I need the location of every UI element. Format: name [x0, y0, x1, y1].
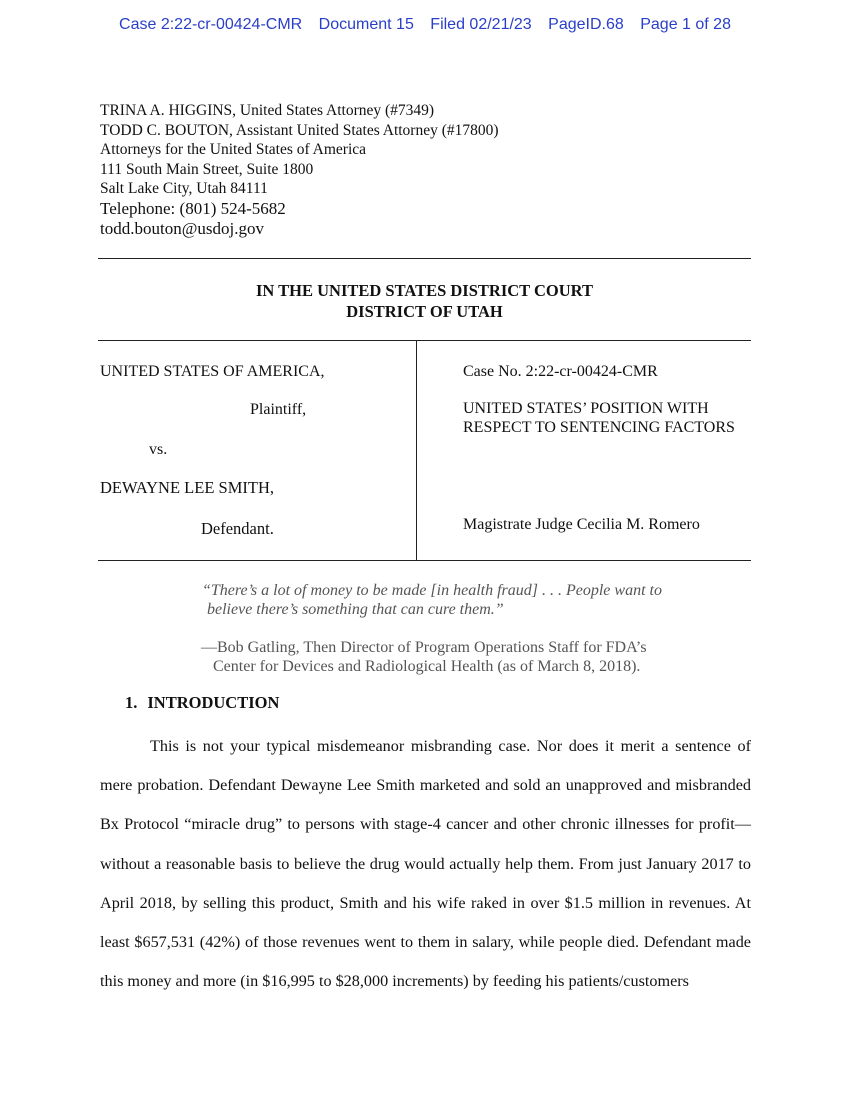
defendant-role: Defendant. — [201, 519, 274, 538]
attorney-email: todd.bouton@usdoj.gov — [100, 218, 264, 238]
attorney-block — [100, 101, 499, 239]
quote-line: believe there’s something that can cure them.” — [207, 601, 504, 618]
plaintiff-name: UNITED STATES OF AMERICA, — [100, 363, 325, 380]
stamp-filed-date: Filed 02/21/23 — [430, 16, 532, 33]
attorney-line: TODD C. BOUTON, Assistant United States Attorney (#17800) — [100, 121, 499, 139]
stamp-pageid: PageID.68 — [548, 16, 624, 33]
introduction-paragraph: This is not your typical misdemeanor misbranding case. Nor does it merit a sentence of mere probation. Defendant Dewayne Lee Smith marketed and sold an unapproved and misbranded Bx Protocol “miracle drug” to persons with stage-4 cancer and other chronic illnesses for profit—without a reasonable basis to believe the drug would actually help them. From just January 2017 to April 2018, by selling this product, Smith and his wife raked in over $1.5 million in revenues. At least $657,531 (42%) of those revenues went to them in salary, while people died. Defendant made this money and more (in $16,995 to $28,000 increments) by feeding his patients/customers — [100, 737, 751, 991]
epigraph-quote — [202, 581, 722, 619]
caption-divider — [416, 341, 417, 560]
court-name: IN THE UNITED STATES DISTRICT COURT — [255, 281, 593, 300]
attribution-line: —Bob Gatling, Then Director of Program Operations Staff for FDA’s — [201, 639, 647, 656]
stamp-case-number: Case 2:22-cr-00424-CMR — [119, 16, 303, 33]
divider-top — [98, 258, 751, 259]
judge-name: Magistrate Judge Cecilia M. Romero — [463, 516, 700, 533]
ecf-header-stamp — [0, 16, 850, 34]
attorney-line: Attorneys for the United States of America — [100, 141, 367, 158]
defendant-name: DEWAYNE LEE SMITH, — [100, 478, 274, 497]
attorney-telephone: Telephone: (801) 524-5682 — [100, 198, 286, 218]
attorney-address-street: 111 South Main Street, Suite 1800 — [100, 160, 314, 178]
document-title — [463, 399, 735, 437]
attribution-line: Center for Devices and Radiological Health (as of March 8, 2018). — [213, 658, 641, 675]
attorney-line: TRINA A. HIGGINS, United States Attorney (#7349) — [100, 102, 435, 119]
document-title-line: RESPECT TO SENTENCING FACTORS — [463, 419, 735, 436]
caption-bottom-rule — [98, 560, 751, 561]
stamp-page-count: Page 1 of 28 — [640, 16, 731, 33]
attorney-address-city: Salt Lake City, Utah 84111 — [100, 180, 268, 197]
epigraph-attribution — [201, 638, 721, 676]
section-title: INTRODUCTION — [147, 693, 280, 712]
document-title-line: UNITED STATES’ POSITION WITH — [463, 400, 709, 417]
case-number: Case No. 2:22-cr-00424-CMR — [463, 363, 658, 380]
versus-label: vs. — [149, 441, 168, 458]
court-heading — [98, 280, 751, 322]
section-number: 1. — [125, 693, 138, 712]
quote-line: “There’s a lot of money to be made [in health fraud] . . . People want to — [202, 582, 662, 599]
plaintiff-role: Plaintiff, — [250, 401, 307, 418]
body-text — [100, 727, 751, 1001]
stamp-document-number: Document 15 — [318, 16, 414, 33]
caption-top-rule — [98, 340, 751, 341]
court-district: DISTRICT OF UTAH — [346, 302, 503, 321]
section-heading — [125, 693, 279, 713]
